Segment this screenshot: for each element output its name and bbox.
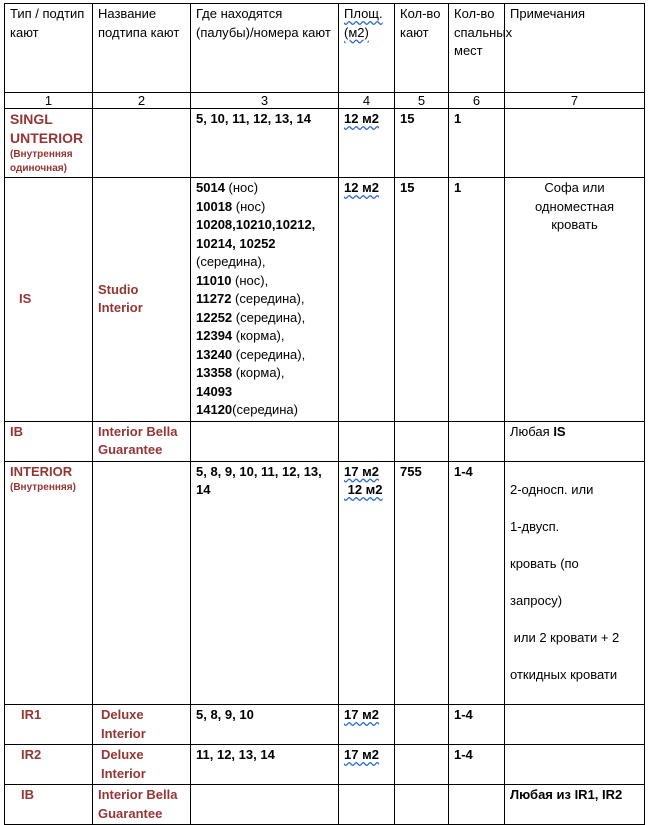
beds-cell	[449, 421, 505, 461]
count-cell: 15	[395, 178, 449, 422]
col-num: 6	[449, 93, 505, 109]
subtype-name-cell	[93, 785, 191, 825]
cabin-type: INTERIOR	[10, 463, 73, 479]
beds-cell: 1	[449, 109, 505, 178]
location-line: 14093	[196, 383, 233, 399]
cabin-type-cell	[5, 109, 93, 178]
cabin-type: SINGL UNTERIOR	[10, 111, 84, 146]
cabin-type-cell	[5, 178, 93, 422]
area-cell: 12 м2	[339, 178, 395, 422]
col-num: 5	[395, 93, 449, 109]
area-cell: 17 м2	[339, 705, 395, 745]
area-line: 12 м2	[344, 482, 383, 497]
cabin-type: IS	[19, 291, 32, 306]
subtype-name-cell	[93, 745, 191, 785]
header-row	[5, 4, 645, 93]
notes-line: одноместная	[534, 198, 614, 214]
location-cell	[191, 461, 339, 705]
location-line: 11272 (середина),	[196, 291, 305, 306]
subtype-name-cell	[93, 109, 191, 178]
notes-line: кровать	[551, 217, 598, 232]
subtype-name-cell	[93, 421, 191, 461]
subtype-name-line: Interior	[101, 725, 146, 741]
location-cell: 5, 8, 9, 10	[191, 705, 339, 745]
notes-cell: Любая IS	[505, 421, 645, 461]
subtype-name-line: Studio	[98, 281, 139, 297]
cabin-type-cell	[5, 705, 93, 745]
table-row	[5, 461, 645, 705]
notes-line: откидных кровати	[510, 667, 618, 682]
table-row	[5, 421, 645, 461]
subtype-name-line: Guarantee	[98, 442, 163, 457]
header-location: Где находятся (палубы)/номера кают	[191, 4, 339, 93]
notes-cell	[505, 109, 645, 178]
cabin-type-cell	[5, 461, 93, 705]
location-line: (середина),	[196, 254, 266, 269]
cabin-type: IB	[21, 787, 34, 802]
subtype-name-line: Guarantee	[98, 805, 163, 821]
cabin-type-cell	[5, 421, 93, 461]
col-num: 3	[191, 93, 339, 109]
location-line: 12252 (середина),	[196, 309, 306, 325]
area-cell	[339, 461, 395, 705]
beds-cell: 1-4	[449, 461, 505, 705]
location-line: 10208,10210,10212,	[196, 217, 316, 232]
subtype-name-line: Deluxe	[101, 707, 144, 722]
location-line: 13240 (середина),	[196, 346, 306, 362]
location-cell	[191, 178, 339, 422]
cabin-types-table	[4, 3, 645, 825]
subtype-name-line: Interior Bella	[98, 423, 178, 439]
header-area: Площ. (м2)	[339, 4, 395, 93]
location-cell: 11, 12, 13, 14	[191, 745, 339, 785]
subtype-name-line: Interior Bella	[98, 787, 178, 802]
subtype-name-line: Deluxe	[101, 747, 144, 762]
col-num: 4	[339, 93, 395, 109]
cabin-type: IR2	[21, 747, 42, 762]
location-line: 5, 8, 9, 10, 11, 12, 13,	[196, 463, 322, 479]
notes-line: кровать (по	[510, 556, 579, 571]
table-row	[5, 745, 645, 785]
notes-cell	[505, 705, 645, 745]
subtype-name-line: Interior	[98, 300, 143, 316]
notes-line: 2-односп. или	[510, 482, 594, 497]
count-cell	[395, 705, 449, 745]
count-cell	[395, 785, 449, 825]
header-type: Тип / подтип кают	[5, 4, 93, 93]
location-line: 11010 (нос),	[196, 272, 269, 288]
area-cell: 12 м2	[339, 109, 395, 178]
area-cell	[339, 785, 395, 825]
area-line: 17 м2	[344, 463, 379, 479]
location-line: 5014 (нос)	[196, 180, 259, 195]
column-number-row	[5, 93, 645, 109]
subtype-name-line: Interior	[101, 765, 146, 781]
location-line: 14	[196, 482, 211, 497]
location-line: 10018 (нос)	[196, 198, 266, 214]
beds-cell: 1-4	[449, 745, 505, 785]
notes-line: запросу)	[510, 593, 563, 608]
count-cell	[395, 745, 449, 785]
location-line: 12394 (корма),	[196, 328, 285, 343]
location-line: 14120(середина)	[196, 402, 298, 417]
location-cell	[191, 785, 339, 825]
beds-cell	[449, 785, 505, 825]
cabin-type-cell	[5, 745, 93, 785]
notes-line: или 2 кровати + 2	[510, 630, 620, 645]
subtype-name-cell	[93, 705, 191, 745]
table-row	[5, 178, 645, 422]
header-cabin-count: Кол-во кают	[395, 4, 449, 93]
col-num: 1	[5, 93, 93, 109]
header-beds: Кол-во спальных мест	[449, 4, 505, 93]
subtype-name-cell	[93, 461, 191, 705]
col-num: 2	[93, 93, 191, 109]
header-subtype-name: Название подтипа кают	[93, 4, 191, 93]
count-cell: 755	[395, 461, 449, 705]
cabin-type: IR1	[21, 707, 42, 722]
subtype-name-cell	[93, 178, 191, 422]
notes-cell	[505, 178, 645, 422]
location-cell: 5, 10, 11, 12, 13, 14	[191, 109, 339, 178]
cabin-type-subtitle: (Внутренняя одиночная)	[10, 149, 73, 174]
table-row	[5, 109, 645, 178]
beds-cell: 1-4	[449, 705, 505, 745]
cabin-type-subtitle: (Внутренняя)	[10, 482, 76, 493]
cabin-type: IB	[10, 423, 23, 439]
count-cell: 15	[395, 109, 449, 178]
notes-line: Софа или	[544, 180, 605, 195]
col-num: 7	[505, 93, 645, 109]
beds-cell: 1	[449, 178, 505, 422]
location-line: 10214, 10252	[196, 235, 276, 251]
area-cell: 17 м2	[339, 745, 395, 785]
table-row	[5, 705, 645, 745]
location-line: 13358 (корма),	[196, 365, 285, 380]
notes-line: 1-двусп.	[510, 519, 560, 534]
area-cell	[339, 421, 395, 461]
count-cell	[395, 421, 449, 461]
header-notes: Примечания	[505, 4, 645, 93]
notes-cell	[505, 745, 645, 785]
location-cell	[191, 421, 339, 461]
notes-cell: Любая из IR1, IR2	[505, 785, 645, 825]
cabin-type-cell	[5, 785, 93, 825]
notes-cell	[505, 461, 645, 705]
table-row	[5, 785, 645, 825]
